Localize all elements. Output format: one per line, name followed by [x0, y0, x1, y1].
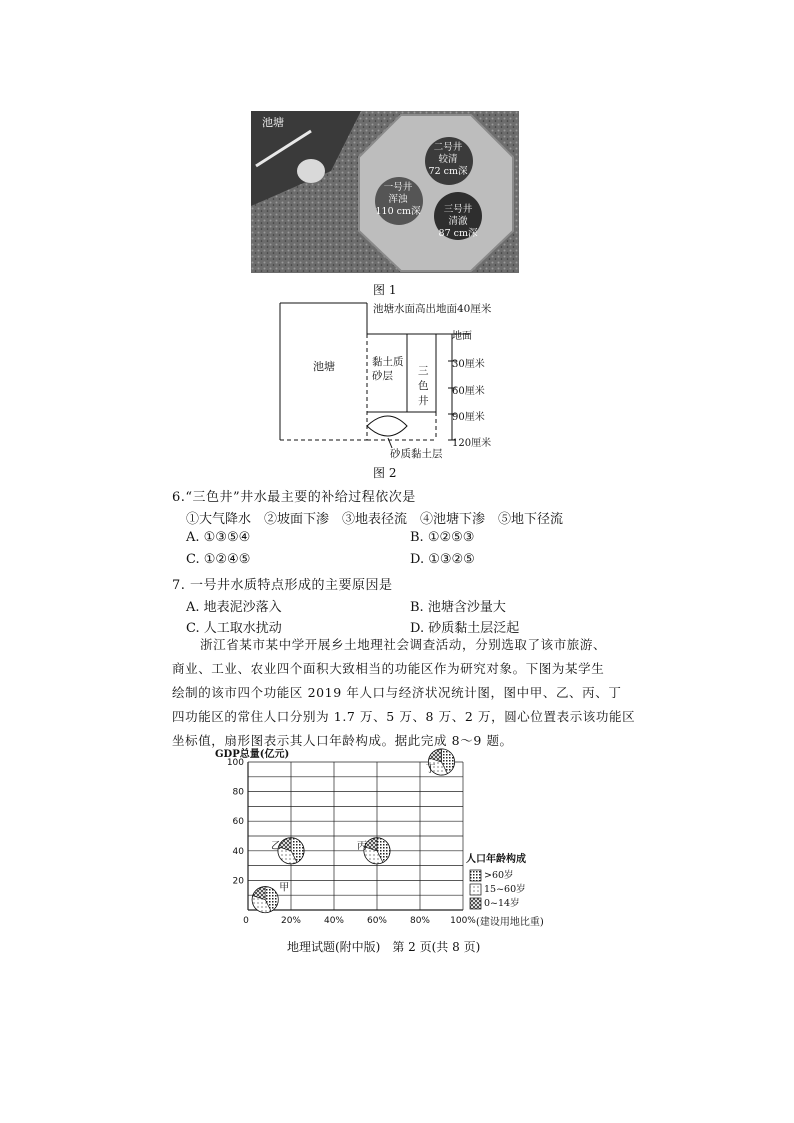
y-tick-label: 40: [232, 846, 244, 857]
y-tick-label: 100: [226, 758, 244, 768]
chart-ylabel: GDP总量(亿元): [215, 749, 290, 760]
well-2-label: [424, 142, 472, 178]
x-tick-label: 40%: [323, 916, 345, 926]
well-1-depth: 110 cm深: [375, 206, 421, 217]
question-6-option-b[interactable]: B. ①②⑤③: [410, 530, 475, 545]
fig2-scale-60: 60厘米: [452, 386, 485, 397]
fig2-well-label: [418, 364, 429, 409]
y-tick-label: 60: [232, 817, 244, 828]
legend-swatch-young: [470, 898, 481, 909]
question-6-option-a[interactable]: A. ①③⑤④: [186, 530, 251, 545]
fig2-scale-30: 30厘米: [452, 359, 485, 370]
x-tick-label: 20%: [280, 916, 302, 926]
point-label: 乙: [271, 840, 281, 852]
chart-legend-old: >60岁: [484, 870, 514, 881]
page-footer: 地理试题(附中版) 第 2 页(共 8 页): [287, 940, 481, 954]
chart-legend-title: 人口年龄构成: [466, 854, 526, 865]
x-tick-label: 0: [243, 916, 249, 926]
question-7-stem: 7. 一号井水质特点形成的主要原因是: [172, 578, 393, 593]
fig2-scale-0: 地面: [452, 331, 472, 342]
well-3-quality: 清澈: [448, 216, 468, 227]
figure1-caption: 图 1: [373, 283, 397, 297]
fig2-top-note: 池塘水面高出地面40厘米: [373, 303, 492, 315]
passage-line-5: 坐标值，扇形图表示其人口年龄构成。据此完成 8～9 题。: [172, 733, 513, 748]
question-7-option-d[interactable]: D. 砂质黏土层泛起: [410, 621, 520, 636]
fig2-layer-line2: 砂层: [372, 370, 393, 382]
data-point: [271, 838, 304, 864]
fig2-scale-90: 90厘米: [452, 412, 485, 423]
x-tick-label: 60%: [366, 916, 388, 926]
point-label: 丁: [425, 764, 436, 775]
y-tick-label: 20: [232, 876, 244, 887]
point-label: 甲: [279, 882, 290, 894]
well-2-name: 二号井: [433, 142, 463, 153]
well-1-name: 一号井: [383, 182, 413, 193]
passage-line-4: 四功能区的常住人口分别为 1.7 万、5 万、8 万、2 万，圆心位置表示该功能区: [172, 709, 636, 724]
chart-legend-young: 0~14岁: [484, 898, 520, 909]
question-7-option-a[interactable]: A. 地表泥沙落入: [186, 600, 282, 615]
fig2-scale-120: 120厘米: [452, 438, 492, 449]
fig2-layer-label: [372, 355, 404, 383]
data-point: [357, 838, 390, 864]
fig2-well-char2: 色: [418, 380, 429, 392]
population-gdp-chart: [200, 745, 570, 935]
fig2-pond-label: 池塘: [313, 360, 335, 373]
legend-swatch-old: [470, 870, 481, 881]
question-7-option-c[interactable]: C. 人工取水扰动: [186, 621, 282, 636]
data-point: [252, 882, 289, 913]
photo-pond-label: 池塘: [262, 116, 284, 129]
fig2-well-char1: 三: [418, 365, 429, 377]
well-3-depth: 87 cm深: [438, 228, 478, 239]
well-1-label: [372, 182, 424, 218]
y-tick-label: 80: [232, 787, 244, 798]
x-tick-label: 80%: [409, 916, 431, 926]
legend-swatch-mid: [470, 884, 481, 895]
fig2-bottom-layer: 砂质黏土层: [390, 448, 443, 460]
passage-line-2: 商业、工业、农业四个面积大致相当的功能区作为研究对象。下图为某学生: [172, 661, 605, 676]
well-2-depth: 72 cm深: [428, 166, 468, 177]
chart-legend-mid: 15~60岁: [484, 884, 526, 895]
well-2-quality: 较清: [438, 154, 458, 165]
fig2-layer-line1: 黏土质: [372, 356, 404, 368]
question-7-option-b[interactable]: B. 池塘含沙量大: [410, 600, 506, 615]
question-6-items: ①大气降水 ②坡面下渗 ③地表径流 ④池塘下渗 ⑤地下径流: [186, 512, 564, 527]
question-6-stem: 6.“三色井”井水最主要的补给过程依次是: [172, 490, 416, 505]
figure2-caption: 图 2: [373, 466, 397, 480]
x-tick-label: 100%: [450, 916, 476, 926]
question-6-option-d[interactable]: D. ①③②⑤: [410, 552, 475, 567]
data-point: [426, 749, 455, 775]
passage-line-3: 绘制的该市四个功能区 2019 年人口与经济状况统计图，图中甲、乙、丙、丁: [172, 685, 622, 700]
passage-line-1: 浙江省某市某中学开展乡土地理社会调查活动，分别选取了该市旅游、: [200, 637, 607, 652]
well-3-name: 三号井: [443, 204, 473, 215]
chart-xlabel: (建设用地比重): [476, 917, 544, 928]
well-1-quality: 浑浊: [388, 194, 408, 205]
question-6-option-c[interactable]: C. ①②④⑤: [186, 552, 251, 567]
point-label: 丙: [357, 840, 367, 852]
well-3-label: [434, 204, 482, 240]
fig2-well-char3: 井: [418, 395, 429, 407]
